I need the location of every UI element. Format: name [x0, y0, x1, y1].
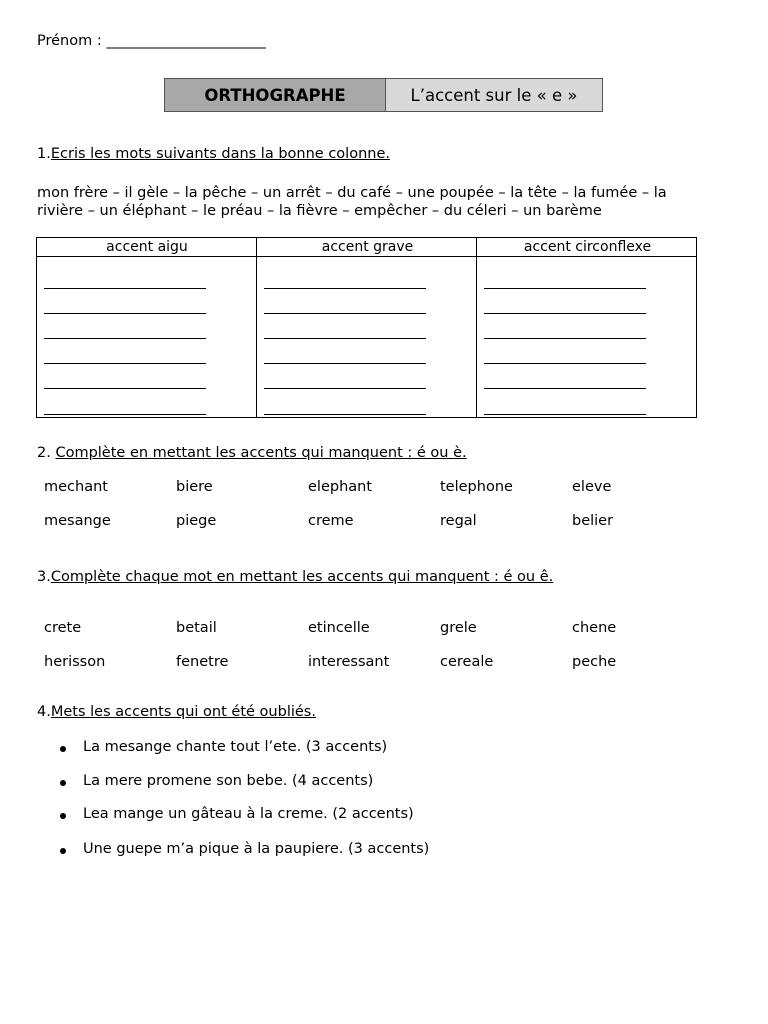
bullet-icon [60, 746, 66, 752]
sentence-text: La mesange chante tout l’ete. (3 accents) [83, 739, 388, 755]
answer-blank-line[interactable] [484, 313, 646, 314]
answer-blank-line[interactable] [44, 313, 206, 314]
exercise-word: regal [440, 513, 477, 529]
exercise-word: peche [572, 654, 617, 670]
exercise2-instruction: Complète en mettant les accents qui manquent : é ou è. [55, 445, 467, 461]
exercise-word: piege [176, 513, 217, 529]
exercise-word: creme [308, 513, 354, 529]
exercise-word: herisson [44, 654, 106, 670]
exercise4-number: 4. [37, 704, 51, 720]
exercise-word: grele [440, 620, 477, 636]
answer-blank-line[interactable] [484, 414, 646, 415]
answer-blank-line[interactable] [484, 338, 646, 339]
answer-blank-line[interactable] [44, 288, 206, 289]
header-divider [37, 256, 696, 257]
exercise2-number: 2. [37, 445, 51, 461]
exercise-word: biere [176, 479, 213, 495]
title-topic: L’accent sur le « e » [386, 79, 602, 111]
answer-blank-line[interactable] [44, 414, 206, 415]
exercise-word: chene [572, 620, 617, 636]
column-header-circonflexe: accent circonflexe [523, 239, 652, 255]
bullet-icon [60, 780, 66, 786]
bullet-icon [60, 813, 66, 819]
exercise3-instruction: Complète chaque mot en mettant les accents qui manquent : é ou ê. [50, 569, 554, 585]
answer-blank-line[interactable] [264, 288, 426, 289]
sentence-text: Une guepe m’a pique à la paupiere. (3 accents) [83, 841, 430, 857]
exercise3-number: 3. [37, 569, 51, 585]
column-divider [476, 238, 477, 417]
exercise-word: telephone [440, 479, 513, 495]
exercise1-number: 1. [37, 146, 51, 162]
exercise-word: mechant [44, 479, 108, 495]
exercise2-heading [37, 445, 467, 461]
accent-table [36, 237, 697, 418]
exercise-word: belier [572, 513, 614, 529]
bullet-icon [60, 848, 66, 854]
column-divider [256, 238, 257, 417]
exercise-word: fenetre [176, 654, 229, 670]
answer-blank-line[interactable] [484, 388, 646, 389]
answer-blank-line[interactable] [484, 363, 646, 364]
exercise-word: etincelle [308, 620, 370, 636]
exercise1-wordlist-line1: mon frère – il gèle – la pêche – un arrêt – du café – une poupée – la tête – la fumée – la [37, 185, 667, 201]
answer-blank-line[interactable] [264, 313, 426, 314]
prenom-field[interactable]: Prénom : ______________________ [37, 33, 266, 49]
exercise1-instruction: Ecris les mots suivants dans la bonne colonne. [50, 146, 390, 162]
answer-blank-line[interactable] [484, 288, 646, 289]
column-header-aigu: accent aigu [106, 239, 188, 255]
answer-blank-line[interactable] [264, 388, 426, 389]
exercise-word: crete [44, 620, 82, 636]
answer-blank-line[interactable] [264, 363, 426, 364]
answer-blank-line[interactable] [264, 414, 426, 415]
exercise1-wordlist-line2: rivière – un éléphant – le préau – la fièvre – empêcher – du céleri – un barème [37, 203, 602, 219]
exercise4-heading [37, 704, 316, 720]
exercise1-heading [37, 146, 390, 162]
answer-blank-line[interactable] [44, 338, 206, 339]
answer-blank-line[interactable] [264, 338, 426, 339]
answer-blank-line[interactable] [44, 388, 206, 389]
sentence-text: Lea mange un gâteau à la creme. (2 accents) [83, 806, 414, 822]
title-banner [164, 78, 603, 112]
exercise-word: betail [176, 620, 217, 636]
exercise-word: cereale [440, 654, 494, 670]
column-header-grave: accent grave [321, 239, 414, 255]
exercise-word: mesange [44, 513, 111, 529]
exercise4-instruction: Mets les accents qui ont été oubliés. [50, 704, 316, 720]
title-subject: ORTHOGRAPHE [165, 79, 386, 111]
exercise3-heading [37, 569, 553, 585]
exercise-word: eleve [572, 479, 612, 495]
exercise-word: interessant [308, 654, 390, 670]
answer-blank-line[interactable] [44, 363, 206, 364]
exercise-word: elephant [308, 479, 373, 495]
sentence-text: La mere promene son bebe. (4 accents) [83, 773, 374, 789]
